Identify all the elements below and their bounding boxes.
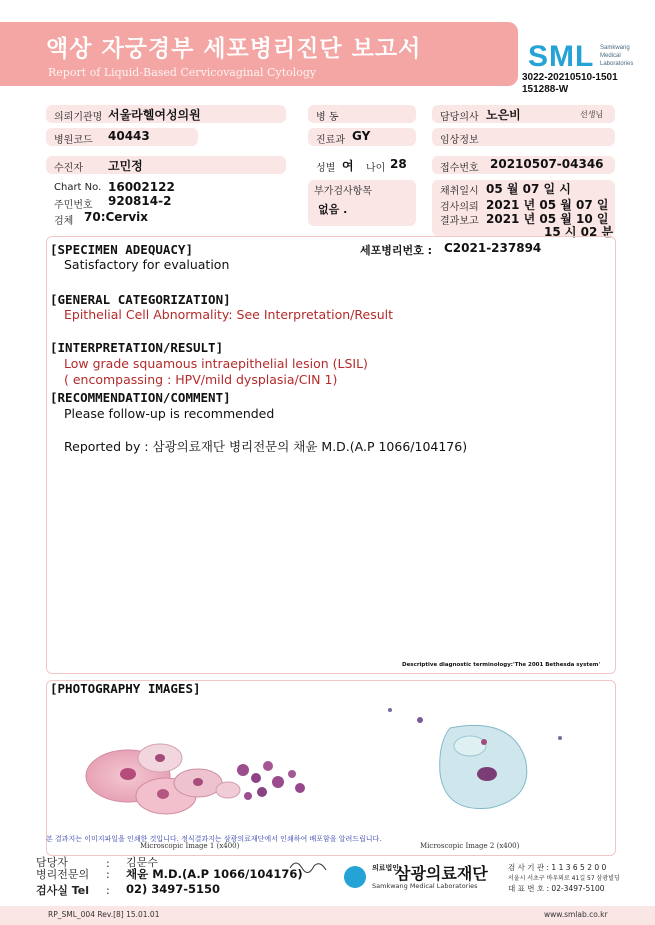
pathologist-colon: : [106, 868, 110, 881]
specimen-adequacy-text: Satisfactory for evaluation [64, 257, 230, 272]
manager-colon: : [106, 857, 110, 870]
pathologist-label: 병리전문의 [36, 868, 90, 881]
extra-tests-value: 없음 . [318, 203, 348, 216]
institution-value: 서울라헬여성의원 [108, 108, 201, 122]
org-line-2: 서울시 서초구 바우뫼로 41길 57 삼광빌딩 [508, 875, 620, 882]
foundation-name: 삼광의료재단 [395, 864, 488, 883]
lab-tel-colon: : [106, 884, 110, 897]
age-label: 나이 [366, 163, 386, 174]
sex-value: 여 [342, 159, 354, 173]
reported-time: 15 시 02 분 [544, 225, 614, 239]
general-categorization-text: Epithelial Cell Abnormality: See Interpretation/Result [64, 307, 393, 322]
recommendation-text: Please follow-up is recommended [64, 406, 275, 421]
signature [288, 856, 328, 876]
clinical-info-label: 임상정보 [440, 135, 479, 146]
resident-value: 920814-2 [108, 194, 172, 208]
patient-label: 수진자 [54, 163, 83, 174]
interpretation-line-2: ( encompassing : HPV/mild dysplasia/CIN 1) [64, 372, 338, 387]
org-line-3: 대 표 번 호 : 02-3497-5100 [508, 884, 605, 893]
hospital-code-value: 40443 [108, 129, 150, 143]
form-code: RP_SML_004 Rev.[8] 15.01.01 [48, 910, 160, 919]
foundation-prefix: 의료법인 [372, 864, 400, 872]
photography-heading: [PHOTOGRAPHY IMAGES] [50, 681, 201, 696]
manager-label: 담당자 [36, 856, 68, 869]
microscopic-image-2 [360, 698, 614, 838]
foundation-logo-icon [344, 866, 366, 888]
report-subtitle: Report of Liquid-Based Cervicovaginal Cytology [48, 66, 317, 79]
print-notice: 본 결과지는 이미지파일을 인쇄한 것입니다. 정식결과지는 삼광의료재단에서 인쇄하여 배포함을 알려드립니다. [46, 835, 382, 843]
sml-logo-tagline: Samkwang Medical Laboratories [600, 45, 634, 67]
reported-value: 2021 년 05 월 10 일 [486, 212, 609, 226]
image-2-caption: Microscopic Image 2 (x400) [420, 842, 520, 850]
patient-value: 고민정 [108, 159, 143, 173]
website-link[interactable]: www.smlab.co.kr [544, 910, 608, 919]
org-line-1: 검 사 기 관 : 1 1 3 6 5 2 0 0 [508, 863, 607, 872]
specimen-label: 검체 [54, 216, 74, 227]
foundation-english: Samkwang Medical Laboratories [372, 882, 478, 890]
specimen-adequacy-heading: [SPECIMEN ADEQUACY] [50, 242, 193, 257]
hospital-code-label: 병원코드 [54, 135, 93, 146]
lab-tel-value: 02) 3497-5150 [126, 882, 221, 896]
ward-label: 병 동 [316, 112, 339, 123]
dept-value: GY [352, 129, 371, 143]
requested-value: 2021 년 05 월 07 일 [486, 198, 609, 212]
lab-tel-label: 검사실 Tel [36, 884, 89, 897]
dept-label: 진료과 [316, 135, 345, 146]
recommendation-heading: [RECOMMENDATION/COMMENT] [50, 390, 231, 405]
microscopic-image-1 [48, 698, 332, 838]
receipt-label: 접수번호 [440, 163, 479, 174]
image-1-caption: Microscopic Image 1 (x400) [140, 842, 240, 850]
institution-label: 의뢰기관명 [54, 112, 103, 123]
doctor-label: 담당의사 [440, 112, 479, 123]
extra-tests-label: 부가검사항목 [314, 186, 372, 197]
pathology-no-value: C2021-237894 [444, 241, 542, 255]
collected-label: 채취일시 [440, 186, 479, 197]
sml-logo: SML [528, 40, 595, 73]
report-number: 3022-20210510-1501 151288-W [522, 72, 618, 95]
chart-value: 16002122 [108, 180, 175, 194]
requested-label: 검사의뢰 [440, 202, 479, 213]
general-categorization-heading: [GENERAL CATEGORIZATION] [50, 292, 231, 307]
resident-label: 주민번호 [54, 200, 93, 211]
age-value: 28 [390, 157, 407, 171]
collected-value: 05 월 07 일 시 [486, 182, 571, 196]
pathology-no-label: 세포병리번호 : [360, 244, 432, 257]
reported-label: 결과보고 [440, 216, 479, 227]
terminology-note: Descriptive diagnostic terminology:'The 2001 Bethesda system' [402, 662, 601, 668]
pathologist-value: 채윤 M.D.(A.P 1066/104176) [126, 867, 303, 881]
doctor-suffix: 선생님 [580, 110, 604, 119]
reported-by: Reported by : 삼광의료재단 병리전문의 채윤 M.D.(A.P 1066/104176) [64, 439, 468, 454]
receipt-value: 20210507-04346 [490, 157, 604, 171]
doctor-value: 노은비 [486, 108, 521, 122]
interpretation-heading: [INTERPRETATION/RESULT] [50, 340, 224, 355]
report-title: 액상 자궁경부 세포병리진단 보고서 [46, 36, 422, 62]
specimen-value: 70:Cervix [84, 210, 149, 224]
sex-label: 성별 [316, 163, 336, 174]
chart-label: Chart No. [54, 182, 102, 193]
manager-value: 김문수 [126, 856, 158, 869]
interpretation-line-1: Low grade squamous intraepithelial lesion (LSIL) [64, 356, 368, 371]
